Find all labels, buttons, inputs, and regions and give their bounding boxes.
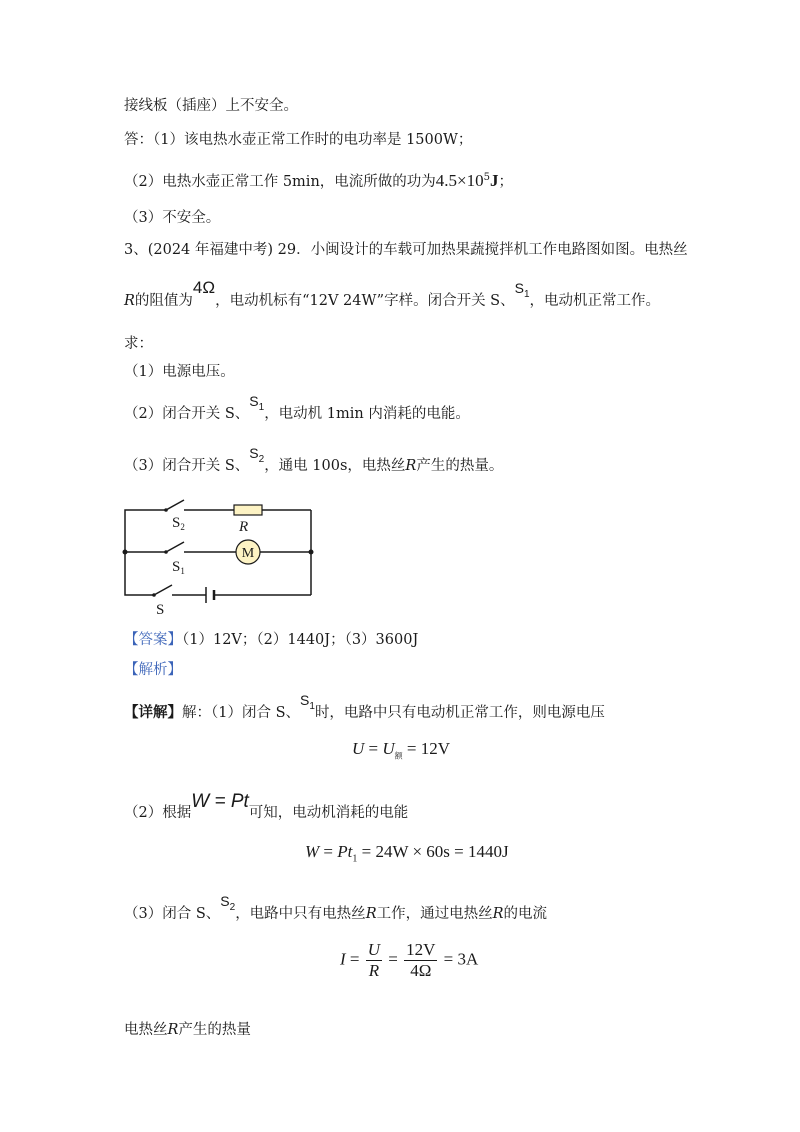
text-fragment: 工作，通过电热丝 [376, 906, 493, 922]
text-fragment: 的阻值为 [134, 293, 193, 309]
text-fragment: ，通电 100s，电热丝 [264, 458, 406, 474]
answer-line [124, 630, 418, 650]
switch-s1-blade [166, 542, 184, 552]
text-fragment: 时，电路中只有电动机正常工作，则电源电压 [314, 705, 605, 721]
resistor-r [234, 505, 262, 515]
text-line: 3、(2024 年福建中考) 29．小闽设计的车载可加热果蔬搅拌机工作电路图如图。电热丝 [124, 242, 688, 258]
math-value: 4.5×10 [435, 170, 484, 190]
text-fragment: ； [498, 173, 514, 190]
answer-tag: 【答案】 [124, 632, 182, 648]
resistor-label: R [239, 519, 249, 535]
switch-s-label: S [156, 602, 165, 618]
text-line [124, 1020, 251, 1040]
text-line [124, 278, 661, 317]
circuit-diagram [118, 495, 328, 620]
symbol-s2: $S_2$ [249, 445, 265, 465]
text-line: 接线板（插座）上不安全。 [124, 98, 298, 114]
symbol-s1: $S_1$ [249, 393, 265, 413]
symbol-r: R [365, 906, 377, 922]
text-fragment: ，电动机正常工作。 [529, 293, 661, 309]
analysis-tag: 【解析】 [124, 662, 182, 678]
text-fragment: 电热丝 [124, 1022, 168, 1038]
symbol-s1: $S_1$ [300, 692, 315, 712]
text-line [124, 393, 470, 430]
text-line [124, 168, 513, 192]
text-line [124, 692, 605, 729]
switch-s2-blade [166, 500, 184, 510]
text-fragment: 解：（1）闭合 S、 [182, 705, 301, 721]
answer-text: （1）12V；（2）1440J；（3）3600J [182, 632, 419, 648]
text-fragment: （2）闭合开关 S、 [124, 406, 250, 422]
text-fragment: 的电流 [503, 906, 548, 922]
text-line [124, 893, 548, 930]
equation-energy: $W = Pt_1 = 24W \times 60s = 1440J$ [305, 842, 509, 865]
math-exponent: 5 [483, 172, 491, 183]
text-fragment: 产生的热量 [178, 1022, 251, 1038]
text-fragment: （3）闭合开关 S、 [124, 458, 250, 474]
symbol-r: R [405, 458, 417, 474]
text-fragment: 可知，电动机消耗的电能 [248, 805, 409, 821]
equation-current: I = $\frac{U}{R}$ = $\frac{12V}{4\Omega}$ = 3A [340, 940, 479, 980]
symbol-s1: $S_1$ [514, 280, 530, 300]
text-line: 答：（1）该电热水壶正常工作时的电功率是 1500W； [124, 132, 473, 148]
text-fragment: （2）电热水壶正常工作 5min，电流所做的功为 [124, 173, 436, 190]
text-line [124, 445, 504, 482]
formula-w-pt: W = Pt [191, 791, 249, 812]
text-fragment: ，电动机标有“12V 24W”字样。闭合开关 S、 [215, 293, 515, 309]
math-unit: J [490, 170, 499, 190]
math-value: 4Ω [192, 278, 216, 297]
symbol-r: R [124, 293, 135, 309]
text-fragment: 产生的热量。 [416, 458, 504, 474]
text-fragment: （2）根据 [124, 805, 192, 821]
symbol-r: R [492, 906, 504, 922]
text-line [124, 791, 409, 823]
motor-label: M [241, 546, 255, 561]
text-fragment: ，电路中只有电热丝 [235, 906, 366, 922]
symbol-r: R [167, 1022, 179, 1038]
switch-s-blade [154, 585, 172, 595]
text-line: （1）电源电压。 [124, 364, 235, 380]
equation-voltage: $U = U_额 = 12V$ [352, 739, 451, 761]
text-fragment: ，电动机 1min 内消耗的电能。 [264, 406, 470, 422]
text-line: 求： [124, 336, 153, 352]
symbol-s2: $S_2$ [220, 893, 236, 913]
detail-tag: 【详解】 [124, 705, 182, 721]
text-fragment: （3）闭合 S、 [124, 906, 221, 922]
switch-s2-label: $S_2$ [172, 515, 185, 532]
switch-s1-label: $S_1$ [172, 559, 185, 576]
text-line: （3）不安全。 [124, 210, 221, 226]
